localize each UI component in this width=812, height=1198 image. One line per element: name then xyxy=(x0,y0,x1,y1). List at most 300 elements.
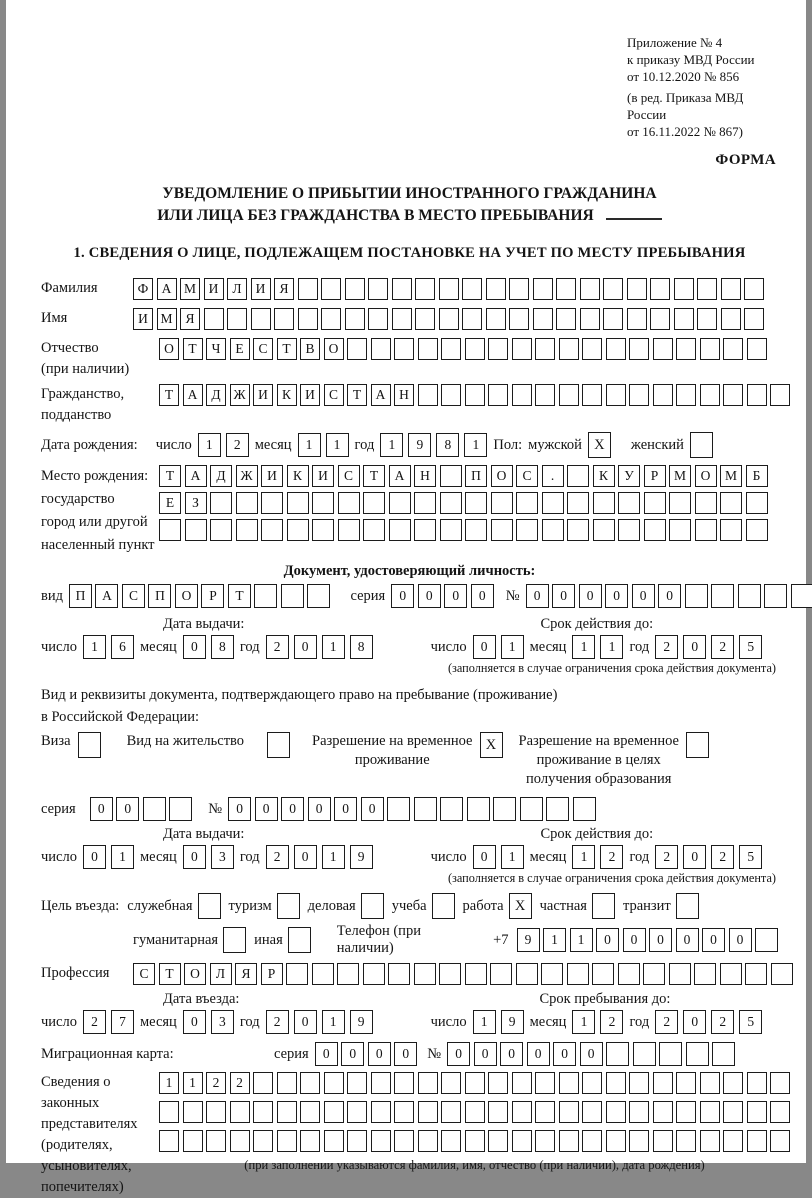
citizenship-boxes[interactable] xyxy=(159,384,790,406)
profession-cell-4[interactable]: Л xyxy=(210,963,232,985)
citizenship-cell-25[interactable] xyxy=(723,384,743,406)
birthplace-row1-cell-23[interactable]: М xyxy=(720,465,742,487)
permit-issue-month-cell-2[interactable]: 3 xyxy=(211,845,234,869)
profession-cell-21[interactable] xyxy=(643,963,665,985)
citizenship-cell-26[interactable] xyxy=(747,384,767,406)
birth-day-boxes[interactable] xyxy=(198,433,249,457)
purpose-transit-checkbox[interactable] xyxy=(676,893,699,919)
patronymic-cell-23[interactable] xyxy=(676,338,696,360)
birthplace-row2-cell-21[interactable] xyxy=(669,492,691,514)
birthplace-row3-cell-22[interactable] xyxy=(695,519,717,541)
permit-valid-month-cell-2[interactable]: 2 xyxy=(600,845,623,869)
stay-month-cell-1[interactable]: 1 xyxy=(572,1010,595,1034)
birthplace-row3-cell-16[interactable] xyxy=(542,519,564,541)
birthplace-row3-cell-21[interactable] xyxy=(669,519,691,541)
birthplace-row2-cell-11[interactable] xyxy=(414,492,436,514)
guardians-row3-cell-16[interactable] xyxy=(512,1130,532,1152)
birthplace-row2-cell-5[interactable] xyxy=(261,492,283,514)
profession-cell-14[interactable] xyxy=(465,963,487,985)
birthplace-row2-cell-12[interactable] xyxy=(440,492,462,514)
patronymic-cell-9[interactable] xyxy=(347,338,367,360)
surname-cell-15[interactable] xyxy=(462,278,482,300)
guardians-row1-cell-11[interactable] xyxy=(394,1072,414,1094)
doc-type-cell-6[interactable]: Р xyxy=(201,584,224,608)
permit-series-cell-3[interactable] xyxy=(143,797,166,821)
permit-number-cell-5[interactable]: 0 xyxy=(334,797,357,821)
temp-residence-checkbox[interactable]: X xyxy=(480,732,503,758)
birthplace-row2-cell-23[interactable] xyxy=(720,492,742,514)
doc-number-cell-6[interactable]: 0 xyxy=(658,584,681,608)
name-cell-19[interactable] xyxy=(556,308,576,330)
birthplace-row2-cell-1[interactable]: Е xyxy=(159,492,181,514)
birthplace-row3-cell-11[interactable] xyxy=(414,519,436,541)
patronymic-cell-1[interactable]: О xyxy=(159,338,179,360)
name-cell-14[interactable] xyxy=(439,308,459,330)
name-cell-6[interactable] xyxy=(251,308,271,330)
citizenship-cell-24[interactable] xyxy=(700,384,720,406)
guardians-row3-cell-25[interactable] xyxy=(723,1130,743,1152)
profession-cell-19[interactable] xyxy=(592,963,614,985)
surname-cell-24[interactable] xyxy=(674,278,694,300)
birthplace-row3-boxes[interactable] xyxy=(159,519,768,541)
phone-cell-8[interactable]: 0 xyxy=(702,928,725,952)
guardians-row3-cell-11[interactable] xyxy=(394,1130,414,1152)
guardians-row2-cell-10[interactable] xyxy=(371,1101,391,1123)
birthplace-row1-cell-3[interactable]: Д xyxy=(210,465,232,487)
surname-cell-1[interactable]: Ф xyxy=(133,278,153,300)
guardians-row3-cell-10[interactable] xyxy=(371,1130,391,1152)
patronymic-cell-5[interactable]: С xyxy=(253,338,273,360)
entry-month-cell-1[interactable]: 0 xyxy=(183,1010,206,1034)
birthplace-row2-cell-8[interactable] xyxy=(338,492,360,514)
permit-valid-day-cell-1[interactable]: 0 xyxy=(473,845,496,869)
profession-cell-1[interactable]: С xyxy=(133,963,155,985)
patronymic-cell-11[interactable] xyxy=(394,338,414,360)
surname-cell-21[interactable] xyxy=(603,278,623,300)
birthplace-row1-cell-21[interactable]: М xyxy=(669,465,691,487)
permit-issue-year-cell-4[interactable]: 9 xyxy=(350,845,373,869)
birthplace-row2-cell-22[interactable] xyxy=(695,492,717,514)
mig-number-cell-10[interactable] xyxy=(686,1042,709,1066)
citizenship-cell-13[interactable] xyxy=(441,384,461,406)
guardians-row2-cell-16[interactable] xyxy=(512,1101,532,1123)
patronymic-cell-14[interactable] xyxy=(465,338,485,360)
name-cell-26[interactable] xyxy=(721,308,741,330)
surname-cell-14[interactable] xyxy=(439,278,459,300)
doc-number-cell-8[interactable] xyxy=(711,584,734,608)
mig-series-cell-4[interactable]: 0 xyxy=(394,1042,417,1066)
mig-number-cell-9[interactable] xyxy=(659,1042,682,1066)
guardians-row3-cell-20[interactable] xyxy=(606,1130,626,1152)
doc-issue-year-cell-1[interactable]: 2 xyxy=(266,635,289,659)
profession-cell-6[interactable]: Р xyxy=(261,963,283,985)
guardians-row1-cell-14[interactable] xyxy=(465,1072,485,1094)
guardians-row2-cell-5[interactable] xyxy=(253,1101,273,1123)
birthplace-row2-cell-14[interactable] xyxy=(491,492,513,514)
birthplace-row1-cell-1[interactable]: Т xyxy=(159,465,181,487)
guardians-row2-cell-24[interactable] xyxy=(700,1101,720,1123)
birthplace-row3-cell-24[interactable] xyxy=(746,519,768,541)
birthplace-row1-cell-2[interactable]: А xyxy=(185,465,207,487)
birthplace-row1-cell-12[interactable] xyxy=(440,465,462,487)
doc-valid-year-cell-2[interactable]: 0 xyxy=(683,635,706,659)
doc-issue-month-cell-1[interactable]: 0 xyxy=(183,635,206,659)
citizenship-cell-22[interactable] xyxy=(653,384,673,406)
citizenship-cell-15[interactable] xyxy=(488,384,508,406)
name-cell-2[interactable]: М xyxy=(157,308,177,330)
birthplace-row1-cell-4[interactable]: Ж xyxy=(236,465,258,487)
guardians-row1-cell-23[interactable] xyxy=(676,1072,696,1094)
guardians-row1-cell-12[interactable] xyxy=(418,1072,438,1094)
guardians-row3-cell-4[interactable] xyxy=(230,1130,250,1152)
doc-type-cell-9[interactable] xyxy=(281,584,304,608)
purpose-other-checkbox[interactable] xyxy=(288,927,311,953)
permit-issue-year-cell-1[interactable]: 2 xyxy=(266,845,289,869)
doc-series-cell-3[interactable]: 0 xyxy=(444,584,467,608)
doc-type-cell-8[interactable] xyxy=(254,584,277,608)
guardians-row3-boxes[interactable] xyxy=(159,1130,790,1152)
purpose-study-checkbox[interactable] xyxy=(432,893,455,919)
birthplace-row3-cell-1[interactable] xyxy=(159,519,181,541)
surname-cell-18[interactable] xyxy=(533,278,553,300)
name-cell-24[interactable] xyxy=(674,308,694,330)
name-cell-23[interactable] xyxy=(650,308,670,330)
mig-number-cell-8[interactable] xyxy=(633,1042,656,1066)
entry-day-cell-2[interactable]: 7 xyxy=(111,1010,134,1034)
guardians-row2-cell-4[interactable] xyxy=(230,1101,250,1123)
name-cell-10[interactable] xyxy=(345,308,365,330)
citizenship-cell-27[interactable] xyxy=(770,384,790,406)
entry-year-cell-4[interactable]: 9 xyxy=(350,1010,373,1034)
guardians-row2-cell-3[interactable] xyxy=(206,1101,226,1123)
doc-type-cell-2[interactable]: А xyxy=(95,584,118,608)
profession-cell-25[interactable] xyxy=(745,963,767,985)
birthplace-row2-cell-15[interactable] xyxy=(516,492,538,514)
patronymic-cell-25[interactable] xyxy=(723,338,743,360)
birthplace-row3-cell-10[interactable] xyxy=(389,519,411,541)
name-cell-7[interactable] xyxy=(274,308,294,330)
name-boxes[interactable] xyxy=(133,308,764,330)
guardians-row2-cell-11[interactable] xyxy=(394,1101,414,1123)
name-cell-20[interactable] xyxy=(580,308,600,330)
patronymic-cell-20[interactable] xyxy=(606,338,626,360)
birthplace-row2-cell-16[interactable] xyxy=(542,492,564,514)
mig-series-cell-2[interactable]: 0 xyxy=(341,1042,364,1066)
permit-number-cell-12[interactable] xyxy=(520,797,543,821)
guardians-row1-cell-6[interactable] xyxy=(277,1072,297,1094)
phone-cell-4[interactable]: 0 xyxy=(596,928,619,952)
name-cell-25[interactable] xyxy=(697,308,717,330)
permit-issue-year-cell-3[interactable]: 1 xyxy=(322,845,345,869)
birthplace-row2-cell-7[interactable] xyxy=(312,492,334,514)
birthplace-row2-cell-17[interactable] xyxy=(567,492,589,514)
permit-issue-day-cell-2[interactable]: 1 xyxy=(111,845,134,869)
citizenship-cell-6[interactable]: К xyxy=(277,384,297,406)
stay-year-cell-4[interactable]: 5 xyxy=(739,1010,762,1034)
guardians-row1-cell-13[interactable] xyxy=(441,1072,461,1094)
permit-valid-month-cell-1[interactable]: 1 xyxy=(572,845,595,869)
birthplace-row2-cell-20[interactable] xyxy=(644,492,666,514)
birth-month-boxes[interactable] xyxy=(298,433,349,457)
surname-cell-22[interactable] xyxy=(627,278,647,300)
patronymic-cell-15[interactable] xyxy=(488,338,508,360)
birthplace-row3-cell-19[interactable] xyxy=(618,519,640,541)
surname-cell-10[interactable] xyxy=(345,278,365,300)
patronymic-boxes[interactable] xyxy=(159,338,767,360)
birthplace-row2-cell-19[interactable] xyxy=(618,492,640,514)
guardians-row2-cell-20[interactable] xyxy=(606,1101,626,1123)
guardians-row3-cell-7[interactable] xyxy=(300,1130,320,1152)
male-checkbox[interactable]: X xyxy=(588,432,611,458)
entry-year-cell-3[interactable]: 1 xyxy=(322,1010,345,1034)
permit-issue-month-cell-1[interactable]: 0 xyxy=(183,845,206,869)
birthplace-row3-cell-3[interactable] xyxy=(210,519,232,541)
citizenship-cell-1[interactable]: Т xyxy=(159,384,179,406)
residence-permit-checkbox[interactable] xyxy=(267,732,290,758)
guardians-row2-cell-25[interactable] xyxy=(723,1101,743,1123)
doc-valid-year-cell-3[interactable]: 2 xyxy=(711,635,734,659)
guardians-row3-cell-12[interactable] xyxy=(418,1130,438,1152)
birthplace-row2-cell-6[interactable] xyxy=(287,492,309,514)
patronymic-cell-7[interactable]: В xyxy=(300,338,320,360)
guardians-row2-cell-13[interactable] xyxy=(441,1101,461,1123)
birth-year-cell-2[interactable]: 9 xyxy=(408,433,431,457)
mig-number-cell-1[interactable]: 0 xyxy=(447,1042,470,1066)
mig-number-cell-4[interactable]: 0 xyxy=(527,1042,550,1066)
guardians-row3-cell-3[interactable] xyxy=(206,1130,226,1152)
guardians-row2-cell-15[interactable] xyxy=(488,1101,508,1123)
doc-issue-month-cell-2[interactable]: 8 xyxy=(211,635,234,659)
purpose-official-checkbox[interactable] xyxy=(198,893,221,919)
doc-type-cell-4[interactable]: П xyxy=(148,584,171,608)
profession-cell-13[interactable] xyxy=(439,963,461,985)
permit-issue-year-boxes[interactable] xyxy=(266,845,373,869)
permit-number-cell-8[interactable] xyxy=(414,797,437,821)
guardians-row1-cell-4[interactable]: 2 xyxy=(230,1072,250,1094)
guardians-row3-cell-5[interactable] xyxy=(253,1130,273,1152)
permit-number-cell-7[interactable] xyxy=(387,797,410,821)
citizenship-cell-5[interactable]: И xyxy=(253,384,273,406)
birthplace-row1-cell-7[interactable]: И xyxy=(312,465,334,487)
surname-cell-8[interactable] xyxy=(298,278,318,300)
permit-issue-year-cell-2[interactable]: 0 xyxy=(294,845,317,869)
doc-type-cell-3[interactable]: С xyxy=(122,584,145,608)
doc-valid-month-cell-2[interactable]: 1 xyxy=(600,635,623,659)
doc-valid-month-boxes[interactable] xyxy=(572,635,623,659)
doc-series-cell-2[interactable]: 0 xyxy=(418,584,441,608)
surname-cell-11[interactable] xyxy=(368,278,388,300)
guardians-row1-cell-3[interactable]: 2 xyxy=(206,1072,226,1094)
guardians-row1-cell-9[interactable] xyxy=(347,1072,367,1094)
guardians-row1-cell-1[interactable]: 1 xyxy=(159,1072,179,1094)
birthplace-row3-cell-7[interactable] xyxy=(312,519,334,541)
guardians-row3-cell-22[interactable] xyxy=(653,1130,673,1152)
entry-year-cell-1[interactable]: 2 xyxy=(266,1010,289,1034)
birthplace-row3-cell-13[interactable] xyxy=(465,519,487,541)
permit-number-cell-1[interactable]: 0 xyxy=(228,797,251,821)
profession-cell-24[interactable] xyxy=(720,963,742,985)
mig-number-cell-11[interactable] xyxy=(712,1042,735,1066)
citizenship-cell-18[interactable] xyxy=(559,384,579,406)
profession-cell-2[interactable]: Т xyxy=(159,963,181,985)
permit-number-cell-9[interactable] xyxy=(440,797,463,821)
guardians-row3-cell-21[interactable] xyxy=(629,1130,649,1152)
doc-series-boxes[interactable] xyxy=(391,584,494,608)
phone-cell-7[interactable]: 0 xyxy=(676,928,699,952)
permit-valid-day-boxes[interactable] xyxy=(473,845,524,869)
mig-series-cell-1[interactable]: 0 xyxy=(315,1042,338,1066)
guardians-row2-cell-8[interactable] xyxy=(324,1101,344,1123)
birthplace-row2-boxes[interactable] xyxy=(159,492,768,514)
citizenship-cell-9[interactable]: Т xyxy=(347,384,367,406)
guardians-row1-cell-7[interactable] xyxy=(300,1072,320,1094)
stay-year-boxes[interactable] xyxy=(655,1010,762,1034)
surname-cell-16[interactable] xyxy=(486,278,506,300)
birthplace-row1-cell-18[interactable]: К xyxy=(593,465,615,487)
guardians-row1-cell-24[interactable] xyxy=(700,1072,720,1094)
patronymic-cell-12[interactable] xyxy=(418,338,438,360)
permit-number-cell-2[interactable]: 0 xyxy=(255,797,278,821)
doc-series-cell-4[interactable]: 0 xyxy=(471,584,494,608)
birthplace-row1-cell-15[interactable]: С xyxy=(516,465,538,487)
name-cell-27[interactable] xyxy=(744,308,764,330)
guardians-row3-cell-27[interactable] xyxy=(770,1130,790,1152)
citizenship-cell-12[interactable] xyxy=(418,384,438,406)
birthplace-row2-cell-3[interactable] xyxy=(210,492,232,514)
citizenship-cell-10[interactable]: А xyxy=(371,384,391,406)
birthplace-row1-cell-14[interactable]: О xyxy=(491,465,513,487)
birthplace-row1-cell-10[interactable]: А xyxy=(389,465,411,487)
guardians-row1-cell-17[interactable] xyxy=(535,1072,555,1094)
guardians-row3-cell-6[interactable] xyxy=(277,1130,297,1152)
name-cell-16[interactable] xyxy=(486,308,506,330)
profession-cell-7[interactable] xyxy=(286,963,308,985)
birthplace-row3-cell-17[interactable] xyxy=(567,519,589,541)
doc-type-cell-5[interactable]: О xyxy=(175,584,198,608)
guardians-row1-cell-22[interactable] xyxy=(653,1072,673,1094)
phone-cell-10[interactable] xyxy=(755,928,778,952)
guardians-row2-cell-12[interactable] xyxy=(418,1101,438,1123)
guardians-row1-cell-18[interactable] xyxy=(559,1072,579,1094)
guardians-row1-cell-26[interactable] xyxy=(747,1072,767,1094)
guardians-row2-cell-23[interactable] xyxy=(676,1101,696,1123)
guardians-row1-cell-10[interactable] xyxy=(371,1072,391,1094)
doc-valid-year-boxes[interactable] xyxy=(655,635,762,659)
surname-cell-6[interactable]: И xyxy=(251,278,271,300)
mig-number-cell-7[interactable] xyxy=(606,1042,629,1066)
doc-valid-year-cell-4[interactable]: 5 xyxy=(739,635,762,659)
guardians-row3-cell-17[interactable] xyxy=(535,1130,555,1152)
profession-cell-26[interactable] xyxy=(771,963,793,985)
profession-cell-10[interactable] xyxy=(363,963,385,985)
guardians-row2-cell-18[interactable] xyxy=(559,1101,579,1123)
name-cell-5[interactable] xyxy=(227,308,247,330)
stay-year-cell-1[interactable]: 2 xyxy=(655,1010,678,1034)
birthplace-row3-cell-2[interactable] xyxy=(185,519,207,541)
name-cell-9[interactable] xyxy=(321,308,341,330)
citizenship-cell-3[interactable]: Д xyxy=(206,384,226,406)
birthplace-row1-cell-8[interactable]: С xyxy=(338,465,360,487)
patronymic-cell-8[interactable]: О xyxy=(324,338,344,360)
permit-issue-day-cell-1[interactable]: 0 xyxy=(83,845,106,869)
profession-cell-8[interactable] xyxy=(312,963,334,985)
guardians-row3-cell-18[interactable] xyxy=(559,1130,579,1152)
patronymic-cell-6[interactable]: Т xyxy=(277,338,297,360)
birthplace-row1-boxes[interactable] xyxy=(159,465,768,487)
surname-cell-19[interactable] xyxy=(556,278,576,300)
doc-issue-day-cell-1[interactable]: 1 xyxy=(83,635,106,659)
birthplace-row1-cell-11[interactable]: Н xyxy=(414,465,436,487)
permit-number-cell-11[interactable] xyxy=(493,797,516,821)
guardians-row3-cell-13[interactable] xyxy=(441,1130,461,1152)
doc-number-cell-2[interactable]: 0 xyxy=(552,584,575,608)
doc-number-cell-7[interactable] xyxy=(685,584,708,608)
name-cell-18[interactable] xyxy=(533,308,553,330)
guardians-row2-cell-21[interactable] xyxy=(629,1101,649,1123)
guardians-row3-cell-9[interactable] xyxy=(347,1130,367,1152)
name-cell-3[interactable]: Я xyxy=(180,308,200,330)
guardians-row1-cell-5[interactable] xyxy=(253,1072,273,1094)
doc-type-cell-1[interactable]: П xyxy=(69,584,92,608)
doc-number-cell-1[interactable]: 0 xyxy=(526,584,549,608)
surname-cell-7[interactable]: Я xyxy=(274,278,294,300)
surname-cell-5[interactable]: Л xyxy=(227,278,247,300)
patronymic-cell-10[interactable] xyxy=(371,338,391,360)
birth-year-cell-4[interactable]: 1 xyxy=(464,433,487,457)
permit-number-cell-4[interactable]: 0 xyxy=(308,797,331,821)
mig-number-cell-3[interactable]: 0 xyxy=(500,1042,523,1066)
permit-number-cell-6[interactable]: 0 xyxy=(361,797,384,821)
birthplace-row2-cell-18[interactable] xyxy=(593,492,615,514)
patronymic-cell-18[interactable] xyxy=(559,338,579,360)
phone-cell-1[interactable]: 9 xyxy=(517,928,540,952)
phone-cell-2[interactable]: 1 xyxy=(543,928,566,952)
birth-day-cell-2[interactable]: 2 xyxy=(226,433,249,457)
patronymic-cell-22[interactable] xyxy=(653,338,673,360)
purpose-business-checkbox[interactable] xyxy=(361,893,384,919)
purpose-work-checkbox[interactable]: X xyxy=(509,893,532,919)
guardians-row3-cell-15[interactable] xyxy=(488,1130,508,1152)
birthplace-row2-cell-10[interactable] xyxy=(389,492,411,514)
surname-cell-12[interactable] xyxy=(392,278,412,300)
doc-series-cell-1[interactable]: 0 xyxy=(391,584,414,608)
birthplace-row1-cell-24[interactable]: Б xyxy=(746,465,768,487)
birthplace-row1-cell-9[interactable]: Т xyxy=(363,465,385,487)
doc-number-boxes[interactable] xyxy=(526,584,812,608)
profession-cell-22[interactable] xyxy=(669,963,691,985)
guardians-row2-boxes[interactable] xyxy=(159,1101,790,1123)
patronymic-cell-4[interactable]: Е xyxy=(230,338,250,360)
birthplace-row1-cell-19[interactable]: У xyxy=(618,465,640,487)
doc-number-cell-4[interactable]: 0 xyxy=(605,584,628,608)
doc-issue-month-boxes[interactable] xyxy=(183,635,234,659)
guardians-row1-cell-2[interactable]: 1 xyxy=(183,1072,203,1094)
name-cell-8[interactable] xyxy=(298,308,318,330)
guardians-row1-cell-8[interactable] xyxy=(324,1072,344,1094)
permit-number-cell-3[interactable]: 0 xyxy=(281,797,304,821)
permit-valid-year-cell-4[interactable]: 5 xyxy=(739,845,762,869)
doc-number-cell-5[interactable]: 0 xyxy=(632,584,655,608)
citizenship-cell-17[interactable] xyxy=(535,384,555,406)
guardians-row1-cell-25[interactable] xyxy=(723,1072,743,1094)
permit-series-boxes[interactable] xyxy=(90,797,193,821)
doc-type-boxes[interactable] xyxy=(69,584,331,608)
name-cell-13[interactable] xyxy=(415,308,435,330)
birthplace-row2-cell-9[interactable] xyxy=(363,492,385,514)
doc-issue-year-cell-2[interactable]: 0 xyxy=(294,635,317,659)
entry-year-boxes[interactable] xyxy=(266,1010,373,1034)
birthplace-row3-cell-23[interactable] xyxy=(720,519,742,541)
